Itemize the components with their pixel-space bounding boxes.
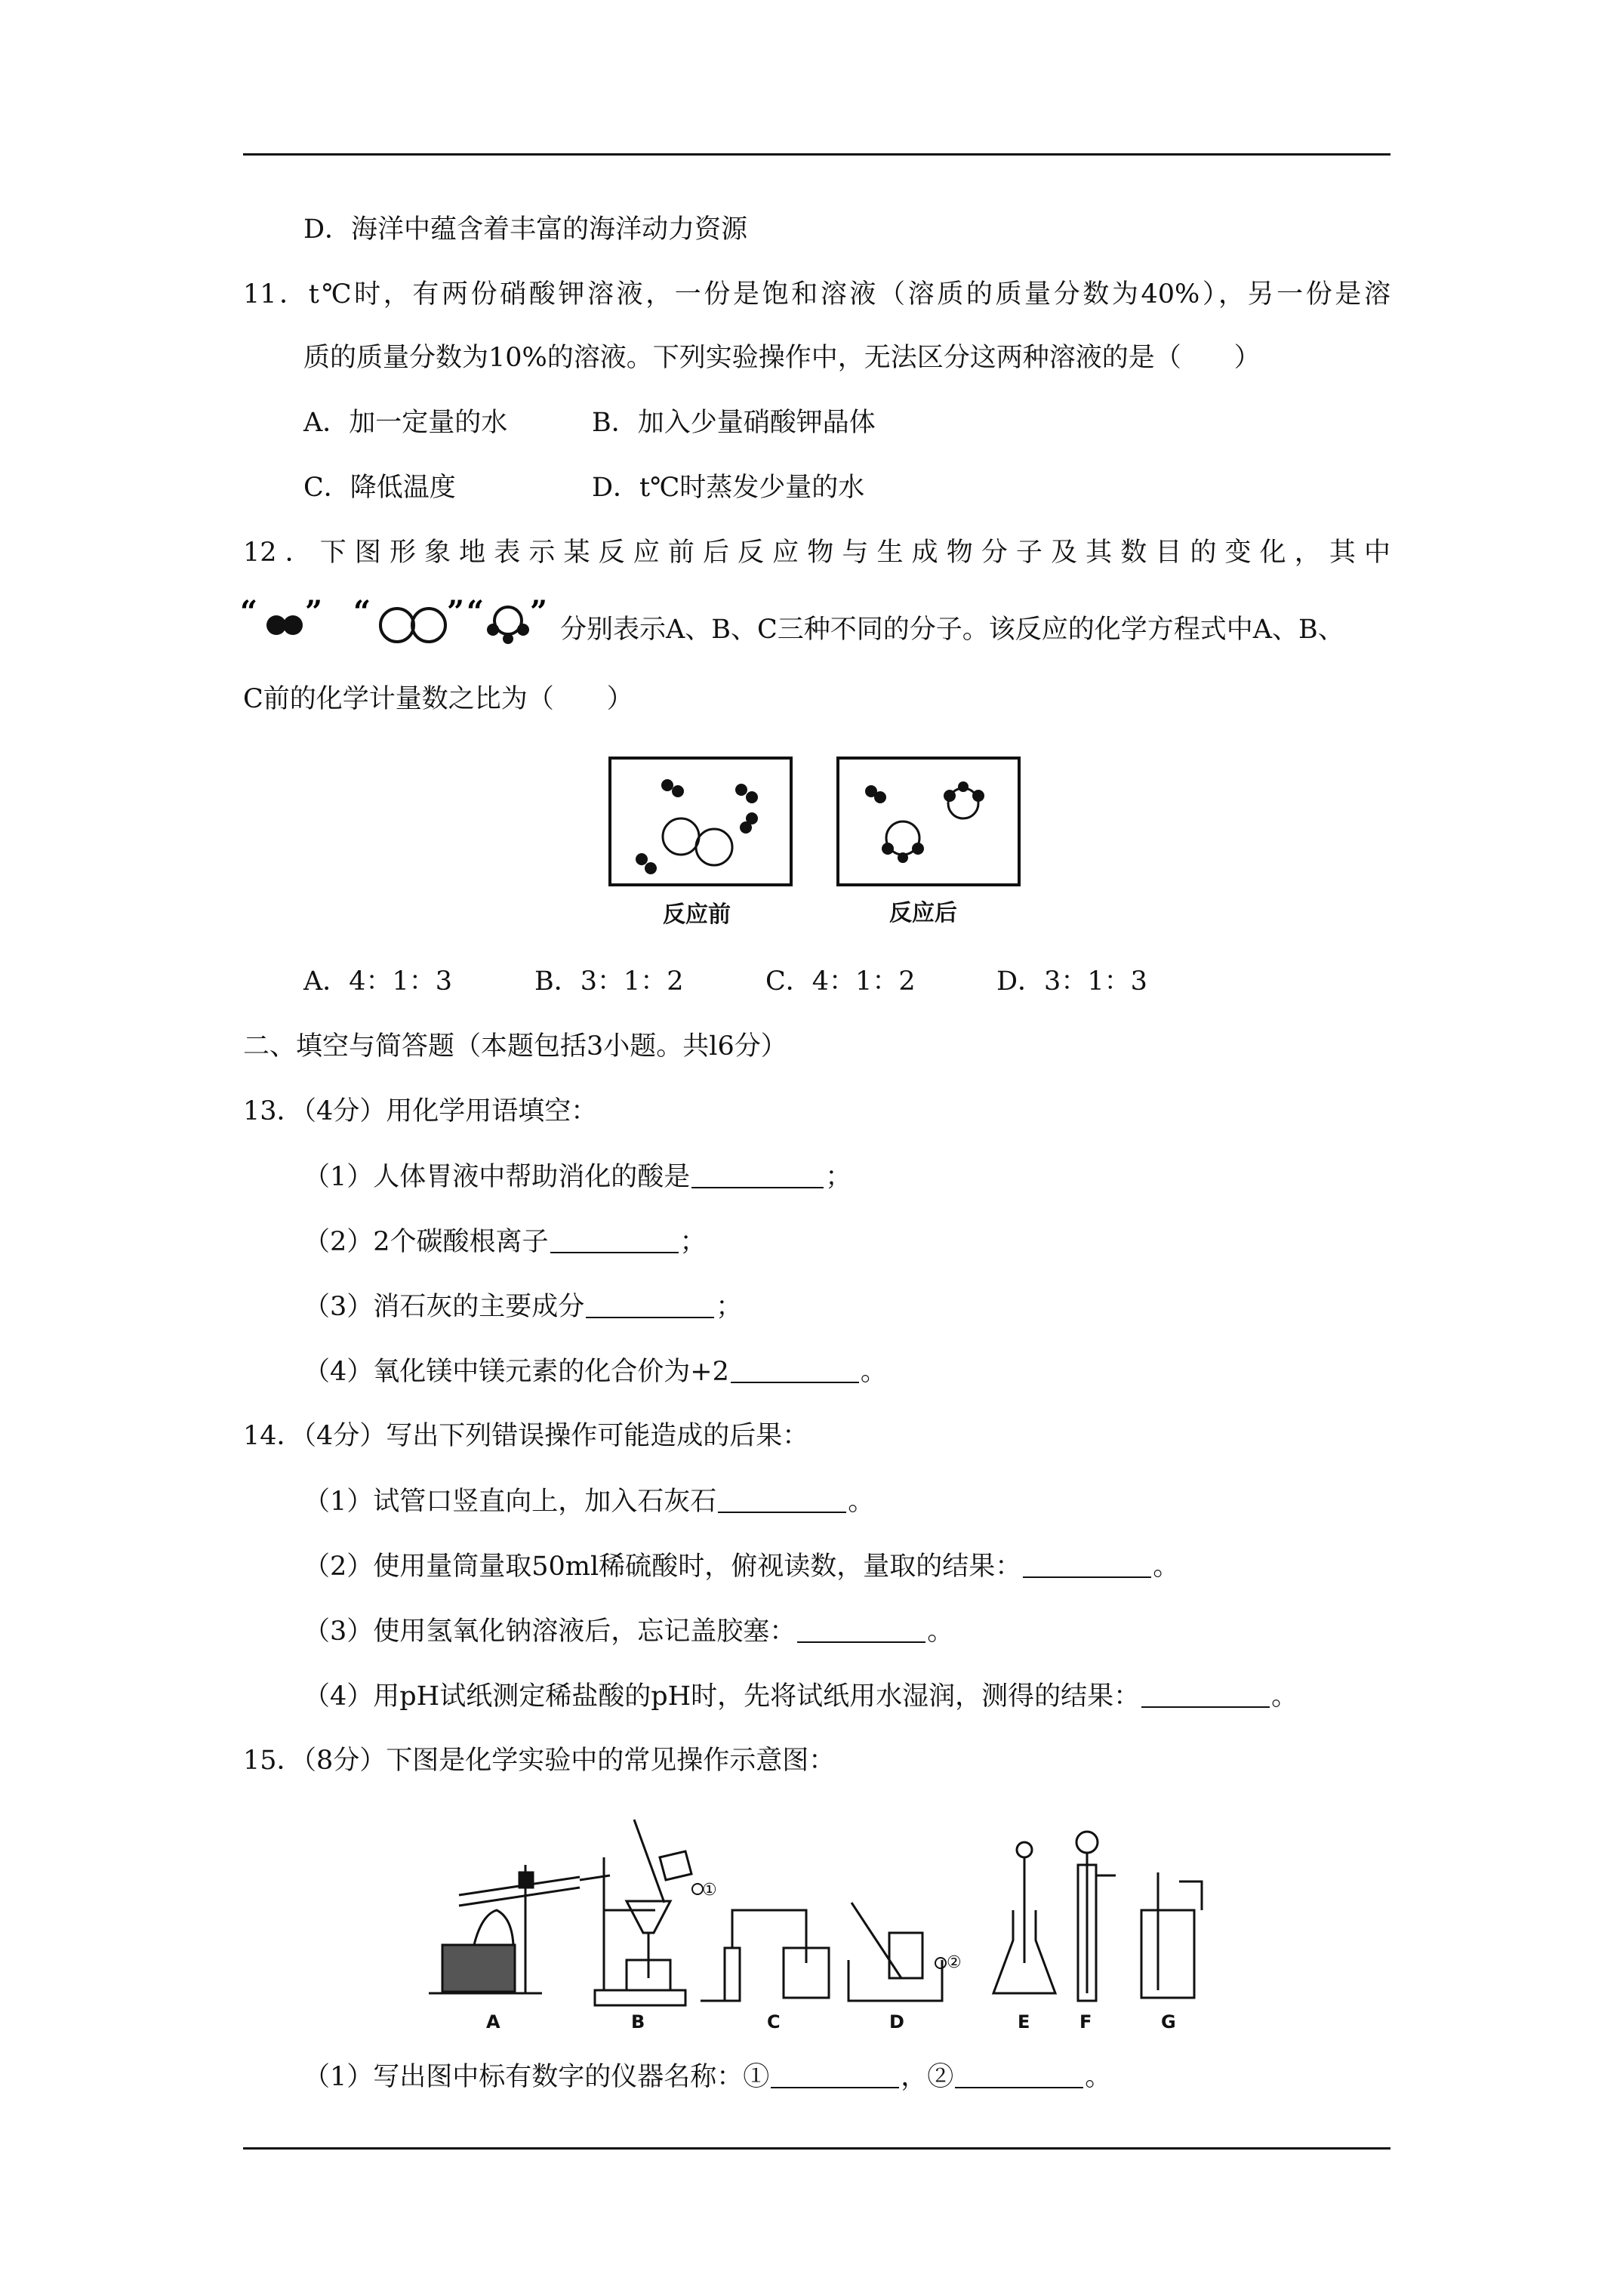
q13-item3-end: ； [716, 1292, 743, 1322]
q13-item4-end: 。 [860, 1357, 887, 1387]
q14-item2-text: （2）使用量筒量取50ml稀硫酸时，俯视读数，量取的结果： [303, 1552, 1022, 1582]
q14-item1 [303, 1484, 874, 1518]
q14-item3-end: 。 [927, 1616, 954, 1647]
q11-stem-line1: 11．t℃时，有两份硝酸钾溶液，一份是饱和溶液（溶质的质量分数为40%），另一份是溶 [243, 279, 1390, 310]
q13-item2 [303, 1225, 707, 1259]
q13-item3 [303, 1290, 742, 1324]
apparatus-f [1076, 1832, 1116, 2001]
q14-item4-blank[interactable] [1141, 1679, 1270, 1708]
before-box [610, 758, 791, 885]
apparatus-b [595, 1820, 703, 2005]
q12-stem-line2: 分别表示A、B、C三种不同的分子。该反应的化学方程式中A、B、 [560, 615, 1344, 645]
q14-item1-text: （1）试管口竖直向上，加入石灰石 [303, 1487, 717, 1517]
q12-option-b: B．3：1：2 [534, 966, 684, 997]
q13-item1-text: （1）人体胃液中帮助消化的酸是 [303, 1162, 691, 1192]
apparatus-d [848, 1903, 946, 2001]
q14-item2-blank[interactable] [1023, 1549, 1151, 1578]
apparatus-label-g: G [1161, 2011, 1176, 2031]
q11-option-b: B．加入少量硝酸钾晶体 [592, 408, 876, 438]
q15-item1-text: （1）写出图中标有数字的仪器名称：① [303, 2062, 770, 2092]
q11-stem-line2: 质的质量分数为10%的溶液。下列实验操作中，无法区分这两种溶液的是（ ） [303, 343, 1261, 373]
apparatus-label-c: C [767, 2011, 781, 2031]
reaction-figure [604, 747, 1027, 932]
q13-item1-end: ； [825, 1162, 852, 1192]
molecule-legend-icons [240, 596, 557, 649]
apparatus-label-d: D [889, 2011, 904, 2031]
apparatus-label-e: E [1018, 2011, 1030, 2031]
q14-item3 [303, 1614, 953, 1648]
q13-stem: 13．（4分）用化学用语填空： [243, 1096, 598, 1126]
q14-item2-end: 。 [1153, 1552, 1180, 1582]
q14-item1-end: 。 [848, 1487, 875, 1517]
q12-stem-line3: C前的化学计量数之比为（ ） [243, 684, 633, 714]
svg-text:“: “ [240, 596, 258, 630]
q11-option-a: A．加一定量的水 [303, 408, 508, 438]
q13-item2-text: （2）2个碳酸根离子 [303, 1227, 549, 1257]
apparatus-figure [429, 1812, 1214, 2034]
q13-item4-text: （4）氧化镁中镁元素的化合价为+2 [303, 1357, 729, 1387]
q13-item2-blank[interactable] [550, 1225, 679, 1253]
svg-text:”: ” [447, 596, 465, 630]
svg-text:”: ” [530, 596, 548, 630]
q15-item1-blank-2[interactable] [955, 2060, 1083, 2088]
q15-item1-blank-1[interactable] [771, 2060, 899, 2088]
q12-stem-line1: 12．下图形象地表示某反应前后反应物与生成物分子及其数目的变化，其中 [243, 538, 1390, 568]
q14-item2 [303, 1549, 1179, 1583]
marker-1: ① [702, 1881, 717, 1900]
q12-option-d: D．3：1：3 [996, 966, 1147, 997]
apparatus-a [429, 1865, 610, 1993]
q15-stem: 15．（8分）下图是化学实验中的常见操作示意图： [243, 1746, 836, 1776]
molecule-legend [240, 596, 557, 652]
q14-item3-blank[interactable] [797, 1614, 925, 1643]
q14-item4 [303, 1679, 1298, 1713]
header-rule [243, 153, 1390, 156]
svg-text:“: “ [467, 596, 485, 630]
q12-option-a: A．4：1：3 [303, 966, 453, 997]
svg-text:”: ” [305, 596, 323, 630]
marker-2: ② [947, 1953, 962, 1972]
apparatus-label-f: F [1079, 2011, 1092, 2031]
q12-option-c: C．4：1：2 [765, 966, 916, 997]
q11-option-d: D．t℃时蒸发少量的水 [592, 473, 865, 503]
apparatus-label-b: B [631, 2011, 645, 2031]
after-label: 反应后 [889, 900, 957, 926]
q14-item1-blank[interactable] [718, 1484, 846, 1513]
q13-item3-text: （3）消石灰的主要成分 [303, 1292, 585, 1322]
after-box [838, 758, 1019, 885]
q13-item4 [303, 1354, 887, 1388]
apparatus-c [701, 1910, 829, 2001]
q14-item3-text: （3）使用氢氧化钠溶液后，忘记盖胶塞： [303, 1616, 796, 1647]
q13-item3-blank[interactable] [586, 1290, 714, 1318]
q14-item4-text: （4）用pH试纸测定稀盐酸的pH时，先将试纸用水湿润，测得的结果： [303, 1681, 1141, 1712]
q11-option-c: C．降低温度 [303, 473, 456, 503]
q14-stem: 14．（4分）写出下列错误操作可能造成的后果： [243, 1421, 809, 1451]
apparatus-e [993, 1842, 1055, 1993]
apparatus-g [1141, 1872, 1202, 1998]
q13-item4-blank[interactable] [731, 1354, 859, 1383]
q15-item1-end: 。 [1085, 2062, 1112, 2092]
footer-rule [243, 2147, 1390, 2150]
q13-item1 [303, 1160, 852, 1194]
apparatus-label-a: A [486, 2011, 500, 2031]
q15-item1 [303, 2060, 1111, 2094]
q13-item2-end: ； [679, 1227, 707, 1257]
before-label: 反应前 [663, 901, 731, 928]
svg-text:“: “ [353, 596, 371, 630]
q15-item1-mid: ，② [901, 2062, 954, 2092]
q13-item1-blank[interactable] [691, 1160, 824, 1188]
molecule-b-icon [380, 609, 414, 642]
section2-title: 二、填空与简答题（本题包括3小题。共l6分） [243, 1031, 787, 1062]
q14-item4-end: 。 [1271, 1681, 1298, 1712]
q10-option-d: D．海洋中蕴含着丰富的海洋动力资源 [303, 214, 748, 245]
